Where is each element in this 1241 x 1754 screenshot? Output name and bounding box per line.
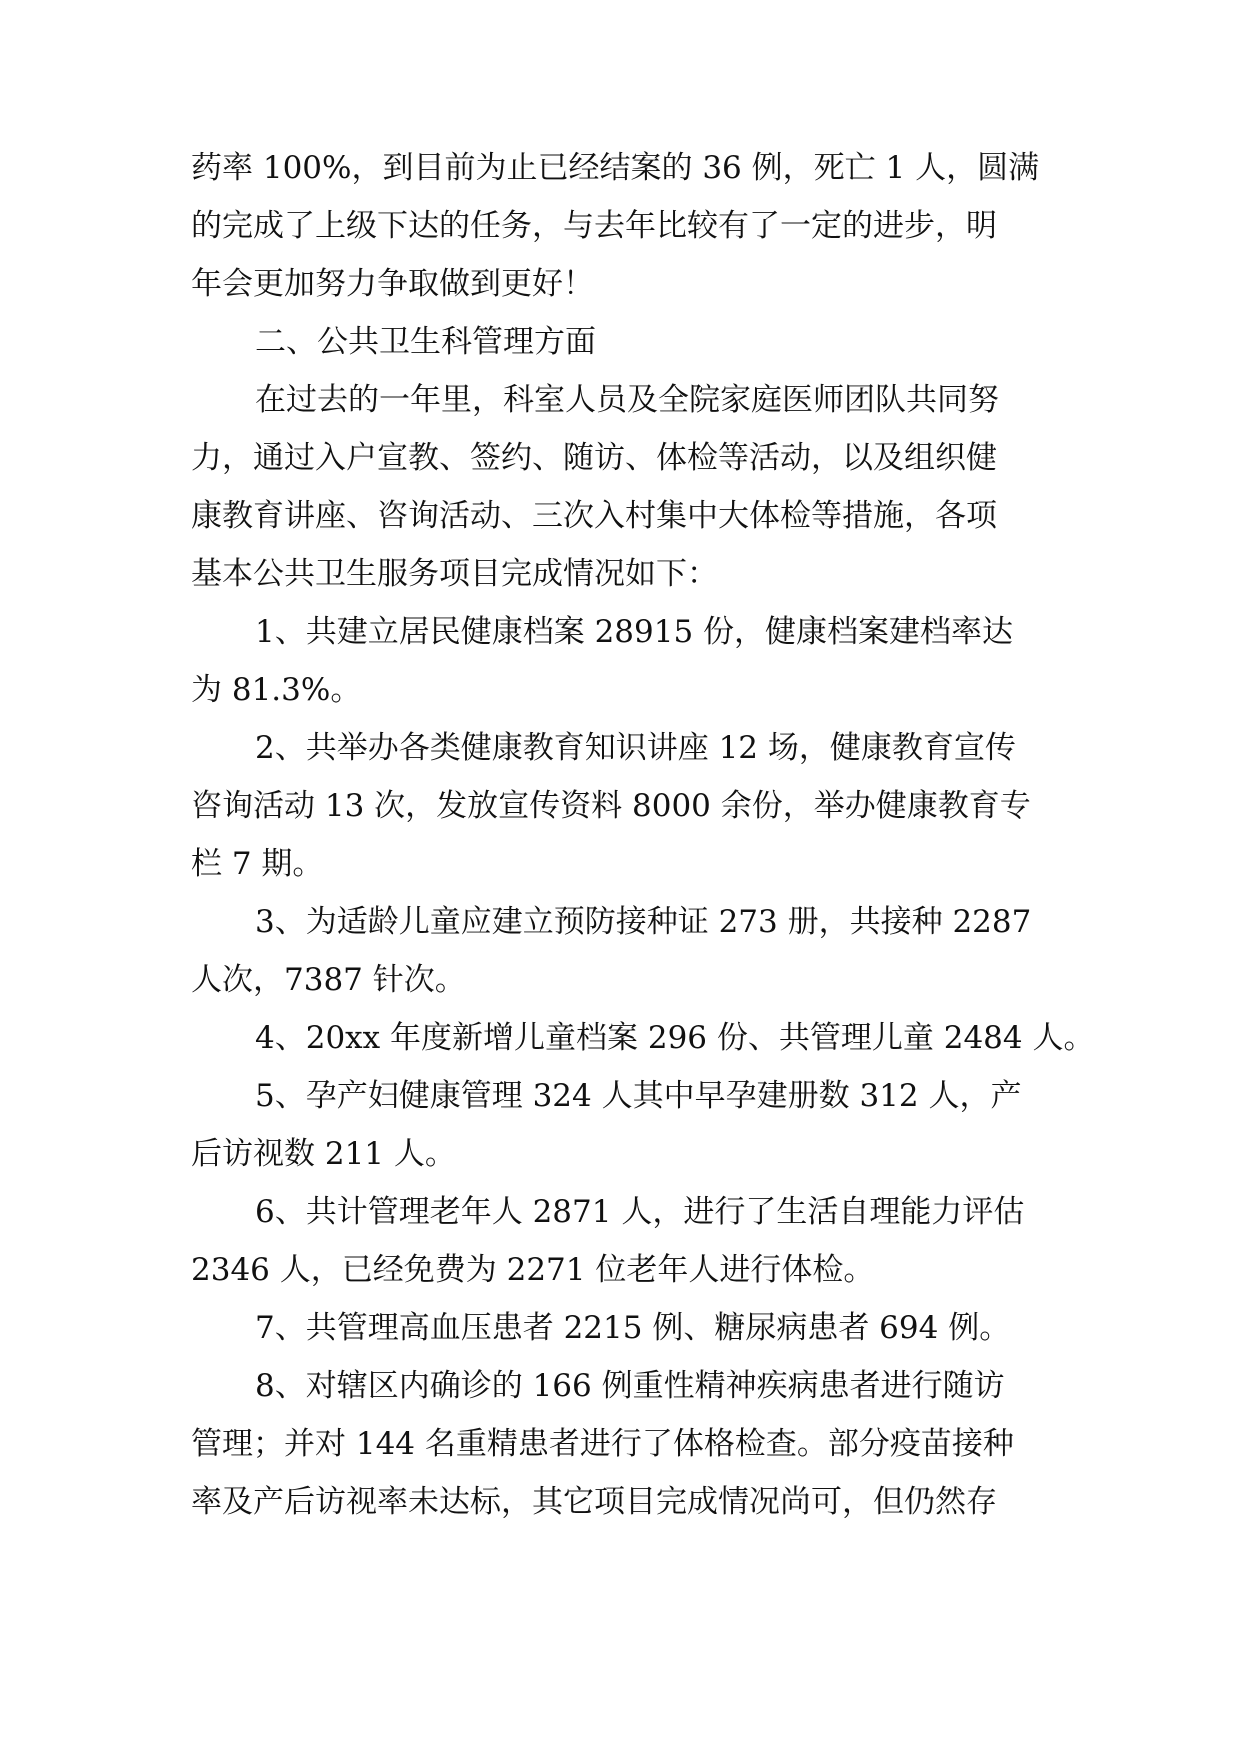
list-item-4-line-1: 4、20xx 年度新增儿童档案 296 份、共管理儿童 2484 人。 [255, 1020, 1095, 1056]
list-item-2-line-3: 栏 7 期。 [191, 846, 324, 882]
text-line-6: 力，通过入户宣教、签约、随访、体检等活动，以及组织健 [191, 440, 997, 476]
list-item-2-line-1: 2、共举办各类健康教育知识讲座 12 场，健康教育宣传 [255, 730, 1016, 766]
list-item-5-line-2: 后访视数 211 人。 [191, 1136, 456, 1172]
list-item-8-line-3: 率及产后访视率未达标，其它项目完成情况尚可，但仍然存 [191, 1484, 997, 1520]
list-item-8-line-2: 管理；并对 144 名重精患者进行了体格检查。部分疫苗接种 [191, 1426, 1014, 1462]
list-item-1-line-1: 1、共建立居民健康档案 28915 份，健康档案建档率达 [255, 614, 1014, 650]
section-heading: 二、公共卫生科管理方面 [255, 324, 596, 360]
list-item-7-line-1: 7、共管理高血压患者 2215 例、糖尿病患者 694 例。 [255, 1310, 1011, 1346]
text-line-5: 在过去的一年里，科室人员及全院家庭医师团队共同努 [255, 382, 999, 418]
list-item-2-line-2: 咨询活动 13 次，发放宣传资料 8000 余份，举办健康教育专 [191, 788, 1031, 824]
text-line-3: 年会更加努力争取做到更好！ [191, 266, 594, 302]
text-line-1: 药率 100%，到目前为止已经结案的 36 例，死亡 1 人，圆满 [191, 150, 1040, 186]
list-item-6-line-1: 6、共计管理老年人 2871 人，进行了生活自理能力评估 [255, 1194, 1025, 1230]
text-line-2: 的完成了上级下达的任务，与去年比较有了一定的进步，明 [191, 208, 997, 244]
text-line-7: 康教育讲座、咨询活动、三次入村集中大体检等措施，各项 [191, 498, 997, 534]
list-item-6-line-2: 2346 人，已经免费为 2271 位老年人进行体检。 [191, 1252, 875, 1288]
text-line-8: 基本公共卫生服务项目完成情况如下： [191, 556, 718, 592]
list-item-1-line-2: 为 81.3%。 [191, 672, 362, 708]
list-item-5-line-1: 5、孕产妇健康管理 324 人其中早孕建册数 312 人，产 [255, 1078, 1022, 1114]
list-item-8-line-1: 8、对辖区内确诊的 166 例重性精神疾病患者进行随访 [255, 1368, 1005, 1404]
list-item-3-line-2: 人次，7387 针次。 [191, 962, 466, 998]
list-item-3-line-1: 3、为适龄儿童应建立预防接种证 273 册，共接种 2287 [255, 904, 1032, 940]
